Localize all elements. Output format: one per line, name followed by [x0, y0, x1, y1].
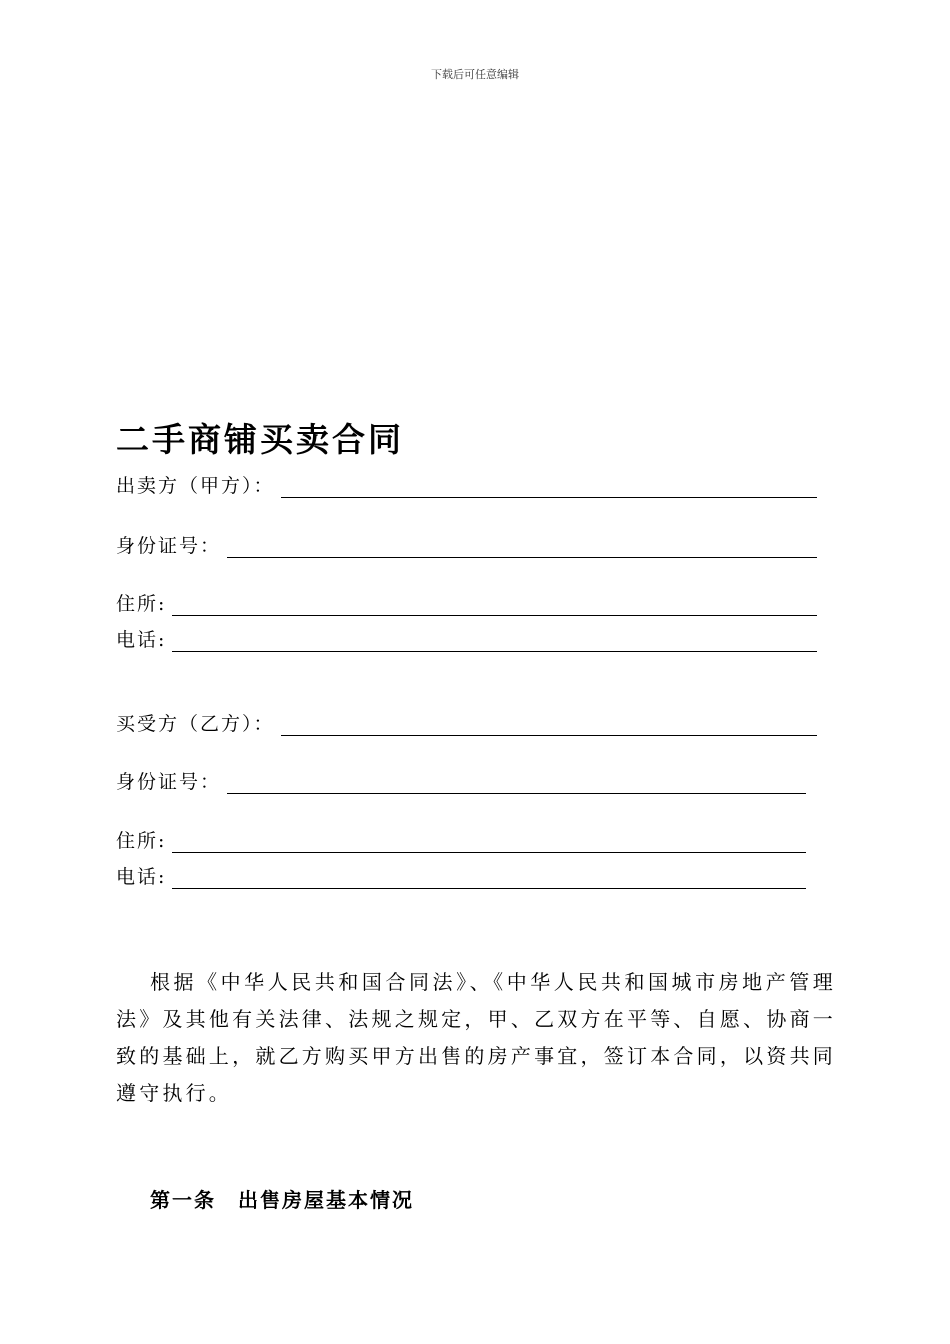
buyer-id-label: 身份证号：: [116, 771, 222, 793]
buyer-phone-field: [116, 859, 806, 889]
seller-address-blank-line: [172, 614, 817, 616]
buyer-id-blank-line: [227, 792, 806, 794]
page-header-note: 下载后可任意编辑: [431, 68, 519, 81]
article-1-heading: [150, 1184, 414, 1213]
seller-id-field: [116, 528, 817, 558]
seller-id-label: 身份证号：: [116, 535, 222, 557]
buyer-id-field: [116, 764, 806, 794]
buyer-address-label: 住所:: [116, 830, 167, 852]
buyer-phone-blank-line: [172, 887, 806, 889]
seller-address-label: 住所:: [116, 593, 167, 615]
seller-phone-field: [116, 622, 817, 652]
article-1-title: 出售房屋基本情况: [238, 1188, 414, 1212]
article-1-number: 第一条: [150, 1188, 216, 1212]
seller-phone-blank-line: [172, 650, 817, 652]
buyer-name-field: [116, 706, 817, 736]
contract-title: 二手商铺买卖合同: [116, 420, 404, 459]
seller-phone-label: 电话:: [116, 629, 167, 651]
buyer-phone-label: 电话:: [116, 866, 167, 888]
buyer-name-blank-line: [281, 734, 817, 736]
seller-id-blank-line: [227, 556, 817, 558]
seller-name-field: [116, 468, 817, 498]
seller-address-field: [116, 586, 817, 616]
buyer-party-label: 买受方（乙方）：: [116, 713, 275, 735]
preamble-paragraph: 根据《中华人民共和国合同法》、《中华人民共和国城市房地产管理法》及其他有关法律、法规之规定，甲、乙双方在平等、自愿、协商一致的基础上，就乙方购买甲方出售的房产事宜，签订本合同，以资共同遵守执行。: [116, 970, 836, 1105]
seller-party-label: 出卖方（甲方）：: [116, 475, 275, 497]
buyer-address-field: [116, 823, 806, 853]
seller-name-blank-line: [281, 496, 817, 498]
buyer-address-blank-line: [172, 851, 806, 853]
